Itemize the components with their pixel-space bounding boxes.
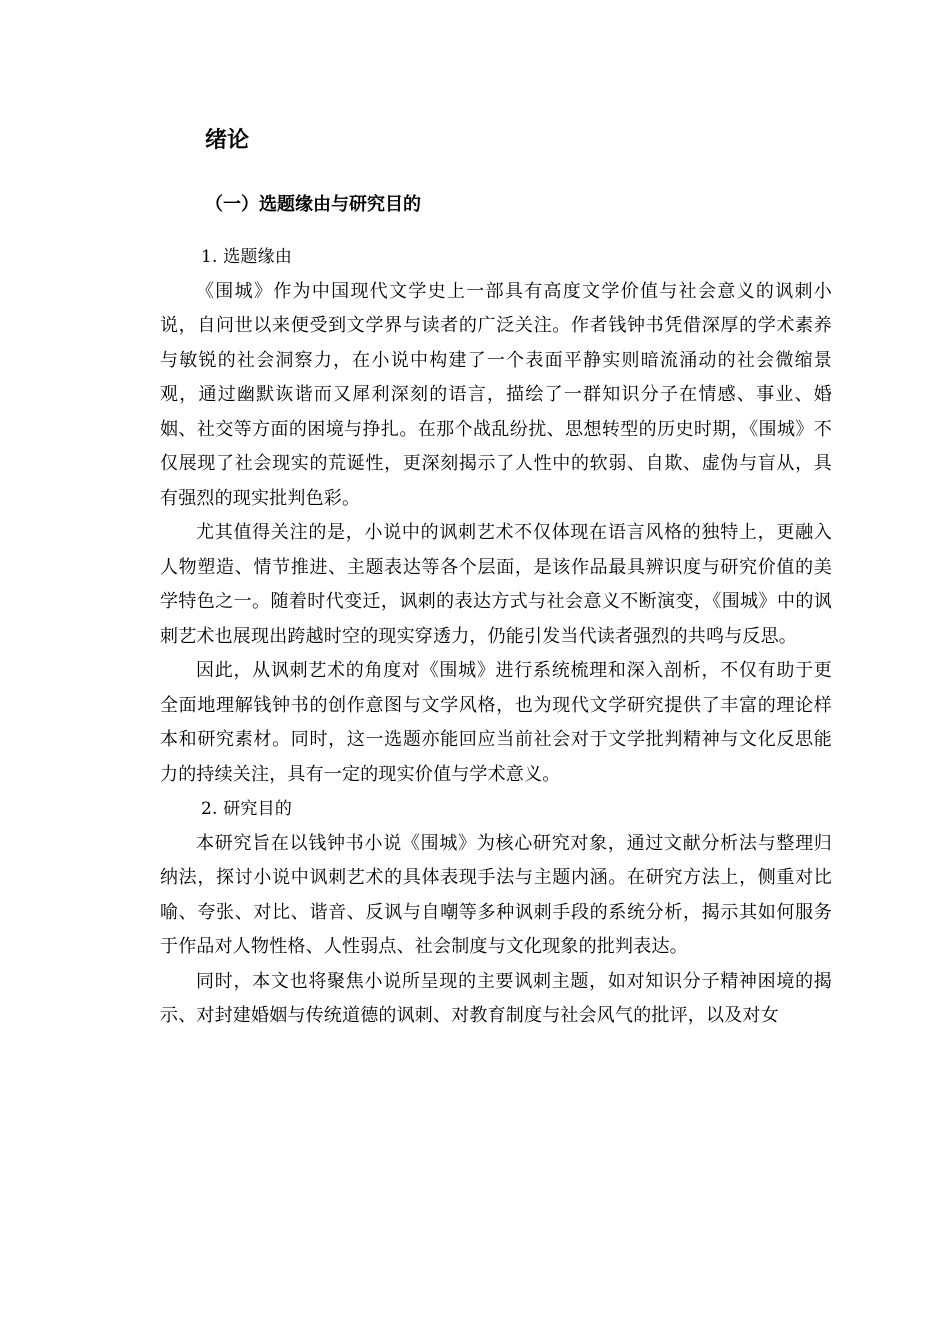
paragraph-4: 本研究旨在以钱钟书小说《围城》为核心研究对象，通过文献分析法与整理归纳法，探讨小说中讽刺艺术的具体表现手法与主题内涵。在研究方法上，侧重对比喻、夸张、对比、谐音、反讽与自嘲等多种讽刺手段的系统分析，揭示其如何服务于作品对人物性格、人性弱点、社会制度与文化现象的批判表达。 bbox=[160, 832, 832, 957]
subsection-heading-1: 1. 选题缘由 bbox=[201, 247, 293, 267]
paragraph-1: 《围城》作为中国现代文学史上一部具有高度文学价值与社会意义的讽刺小说，自问世以来便受到文学界与读者的广泛关注。作者钱钟书凭借深厚的学术素养与敏锐的社会洞察力，在小说中构建了一个表面平静实则暗流涌动的社会微缩景观，通过幽默诙谐而又犀利深刻的语言，描绘了一群知识分子在情感、事业、婚姻、社交等方面的困境与挣扎。在那个战乱纷扰、思想转型的历史时期，《围城》不仅展现了社会现实的荒诞性，更深刻揭示了人性中的软弱、自欺、虚伪与盲从，具有强烈的现实批判色彩。 bbox=[160, 280, 832, 509]
paragraph-3: 因此，从讽刺艺术的角度对《围城》进行系统梳理和深入剖析，不仅有助于更全面地理解钱钟书的创作意图与文学风格，也为现代文学研究提供了丰富的理论样本和研究素材。同时，这一选题亦能回应当前社会对于文学批判精神与文化反思能力的持续关注，具有一定的现实价值与学术意义。 bbox=[160, 660, 832, 785]
chapter-title: 绪论 bbox=[205, 128, 250, 153]
body-text bbox=[160, 240, 832, 1034]
paragraph-2: 尤其值得关注的是，小说中的讽刺艺术不仅体现在语言风格的独特上，更融入人物塑造、情节推进、主题表达等各个层面，是该作品最具辨识度与研究价值的美学特色之一。随着时代变迁，讽刺的表达方式与社会意义不断演变，《围城》中的讽刺艺术也展现出跨越时空的现实穿透力，仍能引发当代读者强烈的共鸣与反思。 bbox=[160, 522, 832, 647]
subsection-heading-2: 2. 研究目的 bbox=[201, 799, 293, 819]
section-heading: （一）选题缘由与研究目的 bbox=[205, 194, 421, 215]
paragraph-5: 同时，本文也将聚焦小说所呈现的主要讽刺主题，如对知识分子精神困境的揭示、对封建婚姻与传统道德的讽刺、对教育制度与社会风气的批评，以及对女 bbox=[160, 970, 832, 1026]
